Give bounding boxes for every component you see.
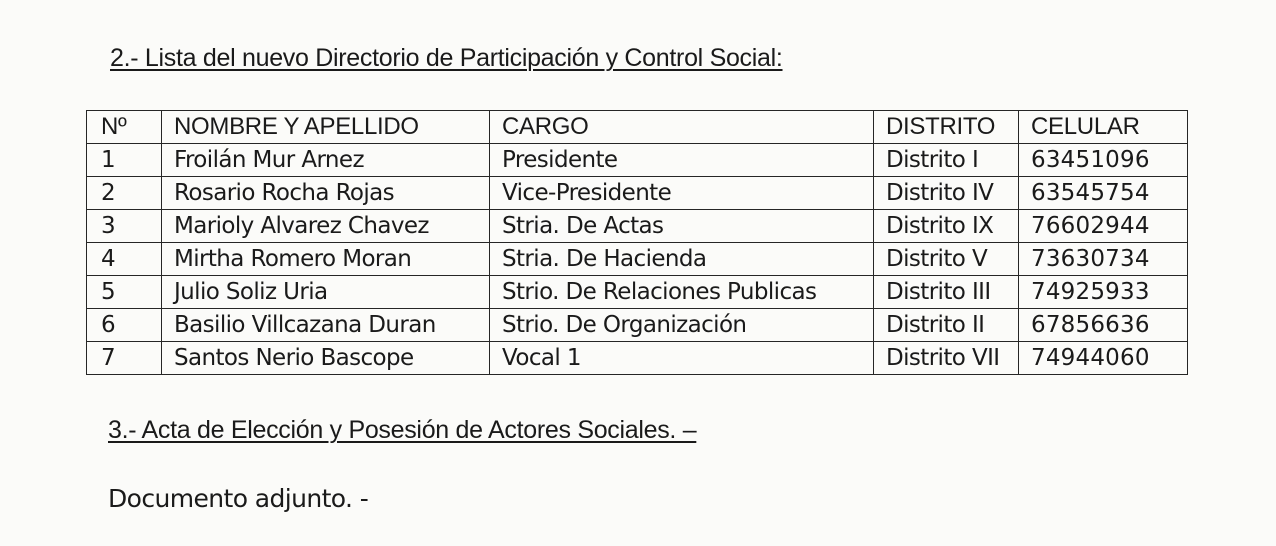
cell-celular: 73630734 (1019, 243, 1188, 276)
cell-num: 5 (87, 276, 162, 309)
table-row (87, 276, 1188, 309)
attached-document-note: Documento adjunto. - (108, 484, 369, 513)
table-row (87, 210, 1188, 243)
cell-celular: 63451096 (1019, 144, 1188, 177)
table-row (87, 177, 1188, 210)
cell-cargo: Vocal 1 (490, 342, 874, 375)
cell-distrito: Distrito VII (874, 342, 1019, 375)
table-row (87, 144, 1188, 177)
section-3-heading: 3.- Acta de Elección y Posesión de Actores Sociales. – (108, 416, 697, 444)
cell-name: Julio Soliz Uria (162, 276, 490, 309)
header-celular: CELULAR (1019, 111, 1188, 144)
table-header-row (87, 111, 1188, 144)
cell-cargo: Stria. De Actas (490, 210, 874, 243)
cell-name: Marioly Alvarez Chavez (162, 210, 490, 243)
cell-distrito: Distrito I (874, 144, 1019, 177)
cell-name: Rosario Rocha Rojas (162, 177, 490, 210)
cell-name: Froilán Mur Arnez (162, 144, 490, 177)
table-row (87, 243, 1188, 276)
cell-num: 4 (87, 243, 162, 276)
cell-cargo: Strio. De Organización (490, 309, 874, 342)
cell-cargo: Vice-Presidente (490, 177, 874, 210)
cell-name: Santos Nerio Bascope (162, 342, 490, 375)
cell-name: Mirtha Romero Moran (162, 243, 490, 276)
header-cargo: CARGO (490, 111, 874, 144)
cell-distrito: Distrito III (874, 276, 1019, 309)
table-row (87, 309, 1188, 342)
cell-name: Basilio Villcazana Duran (162, 309, 490, 342)
cell-num: 7 (87, 342, 162, 375)
cell-celular: 74944060 (1019, 342, 1188, 375)
cell-num: 2 (87, 177, 162, 210)
header-distrito: DISTRITO (874, 111, 1019, 144)
cell-distrito: Distrito IX (874, 210, 1019, 243)
cell-cargo: Presidente (490, 144, 874, 177)
cell-distrito: Distrito IV (874, 177, 1019, 210)
cell-celular: 67856636 (1019, 309, 1188, 342)
cell-num: 3 (87, 210, 162, 243)
cell-celular: 74925933 (1019, 276, 1188, 309)
header-name: NOMBRE Y APELLIDO (162, 111, 490, 144)
section-2-heading: 2.- Lista del nuevo Directorio de Participación y Control Social: (110, 44, 783, 72)
cell-num: 6 (87, 309, 162, 342)
cell-distrito: Distrito II (874, 309, 1019, 342)
cell-celular: 76602944 (1019, 210, 1188, 243)
cell-num: 1 (87, 144, 162, 177)
table-row (87, 342, 1188, 375)
header-num: Nº (87, 111, 162, 144)
cell-cargo: Strio. De Relaciones Publicas (490, 276, 874, 309)
directory-table (86, 110, 1188, 375)
cell-cargo: Stria. De Hacienda (490, 243, 874, 276)
cell-distrito: Distrito V (874, 243, 1019, 276)
cell-celular: 63545754 (1019, 177, 1188, 210)
